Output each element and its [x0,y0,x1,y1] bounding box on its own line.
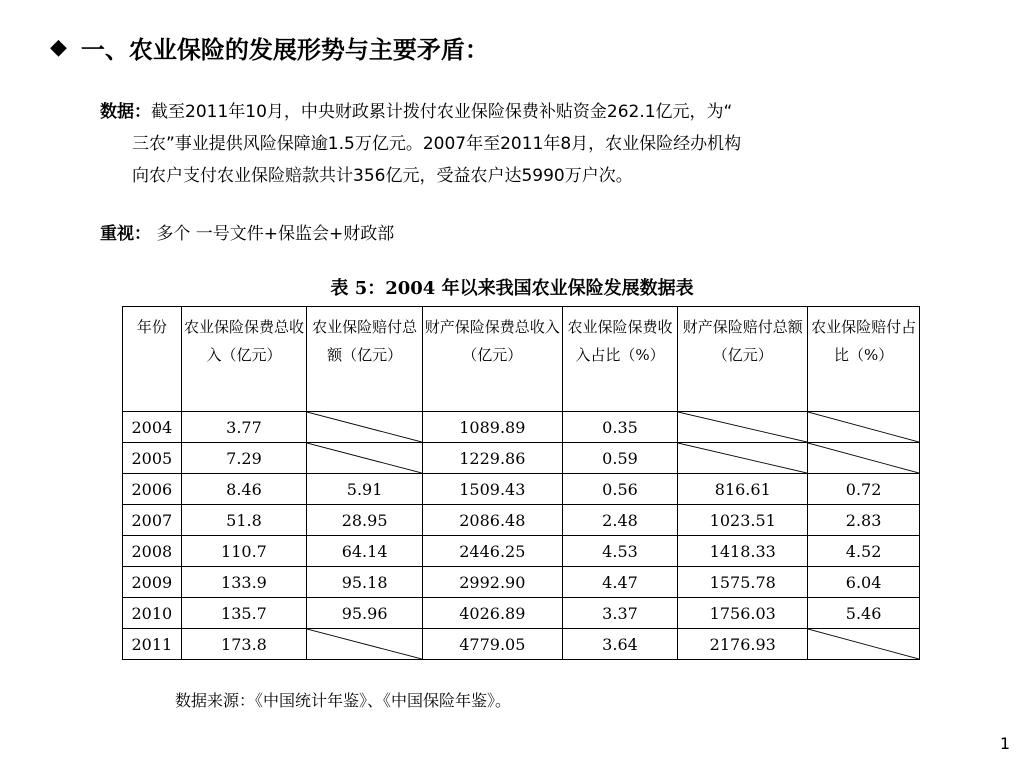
data-label: 数据： [100,102,151,122]
table-row [123,536,920,567]
table-cell: 1023.51 [678,505,808,536]
table-header-cell: 财产保险保费总收入（亿元） [422,307,562,412]
table-cell: 3.64 [562,629,678,660]
empty-diagonal-cell [808,412,920,443]
table-header-cell: 农业保险保费收入占比（%） [562,307,678,412]
table-cell: 8.46 [181,474,307,505]
table-cell: 135.7 [181,598,307,629]
table-header-cell: 年份 [123,307,182,412]
table-cell: 1756.03 [678,598,808,629]
table-header-row [123,307,920,412]
table-cell: 0.35 [562,412,678,443]
empty-diagonal-cell [307,412,423,443]
table-cell: 110.7 [181,536,307,567]
table-row [123,567,920,598]
empty-diagonal-cell [808,629,920,660]
agri-insurance-table [122,306,920,660]
table-cell: 2006 [123,474,182,505]
table-cell: 4779.05 [422,629,562,660]
table-cell: 3.77 [181,412,307,443]
table-row [123,598,920,629]
table-cell: 2.48 [562,505,678,536]
table-header-cell: 农业保险赔付总额（亿元） [307,307,423,412]
table-cell: 0.56 [562,474,678,505]
table-header-cell: 财产保险赔付总额（亿元） [678,307,808,412]
table-cell: 0.72 [808,474,920,505]
data-line-1: 截至2011年10月，中央财政累计拨付农业保险保费补贴资金262.1亿元，为“ [151,102,733,122]
table-cell: 2176.93 [678,629,808,660]
data-table-container [122,306,920,662]
table-cell: 2.83 [808,505,920,536]
slide-heading [50,30,489,65]
table-cell: 2008 [123,536,182,567]
table-row [123,629,920,660]
emphasis-paragraph [100,218,394,250]
table-cell: 2007 [123,505,182,536]
table-cell: 173.8 [181,629,307,660]
data-paragraph [100,96,930,192]
table-cell: 1509.43 [422,474,562,505]
empty-diagonal-cell [307,443,423,474]
table-cell: 28.95 [307,505,423,536]
diamond-bullet-icon: ◆ [50,35,67,60]
table-cell: 95.18 [307,567,423,598]
table-header-cell: 农业保险保费总收入（亿元） [181,307,307,412]
heading-text: 一、农业保险的发展形势与主要矛盾： [80,36,489,64]
page-number: 1 [999,734,1010,753]
empty-diagonal-cell [808,443,920,474]
table-cell: 64.14 [307,536,423,567]
table-cell: 3.37 [562,598,678,629]
table-cell: 5.91 [307,474,423,505]
empty-diagonal-cell [678,412,808,443]
table-title: 表 5：2004 年以来我国农业保险发展数据表 [330,278,694,299]
table-cell: 4.52 [808,536,920,567]
table-cell: 0.59 [562,443,678,474]
table-row [123,474,920,505]
table-cell: 4026.89 [422,598,562,629]
table-row [123,443,920,474]
table-cell: 7.29 [181,443,307,474]
table-cell: 2086.48 [422,505,562,536]
table-cell: 1229.86 [422,443,562,474]
table-cell: 4.47 [562,567,678,598]
data-source-note: 数据来源：《中国统计年鉴》、《中国保险年鉴》。 [175,691,512,710]
table-cell: 1089.89 [422,412,562,443]
table-cell: 2011 [123,629,182,660]
empty-diagonal-cell [307,629,423,660]
table-cell: 2009 [123,567,182,598]
table-cell: 5.46 [808,598,920,629]
table-row [123,505,920,536]
empty-diagonal-cell [678,443,808,474]
table-cell: 2992.90 [422,567,562,598]
data-line-2: 三农”事业提供风险保障逾1.5万亿元。2007年至2011年8月，农业保险经办机构 [132,134,742,154]
emphasis-text: 多个 一号文件+保监会+财政部 [156,224,395,244]
table-cell: 1418.33 [678,536,808,567]
table-header-cell: 农业保险赔付占比（%） [808,307,920,412]
table-cell: 1575.78 [678,567,808,598]
table-cell: 51.8 [181,505,307,536]
table-cell: 2004 [123,412,182,443]
table-cell: 2005 [123,443,182,474]
data-line-3: 向农户支付农业保险赔款共计356亿元，受益农户达5990万户次。 [132,166,633,186]
table-row [123,412,920,443]
table-cell: 2010 [123,598,182,629]
table-cell: 95.96 [307,598,423,629]
table-cell: 816.61 [678,474,808,505]
emphasis-label: 重视： [100,224,151,244]
table-cell: 4.53 [562,536,678,567]
table-cell: 133.9 [181,567,307,598]
table-cell: 6.04 [808,567,920,598]
table-cell: 2446.25 [422,536,562,567]
